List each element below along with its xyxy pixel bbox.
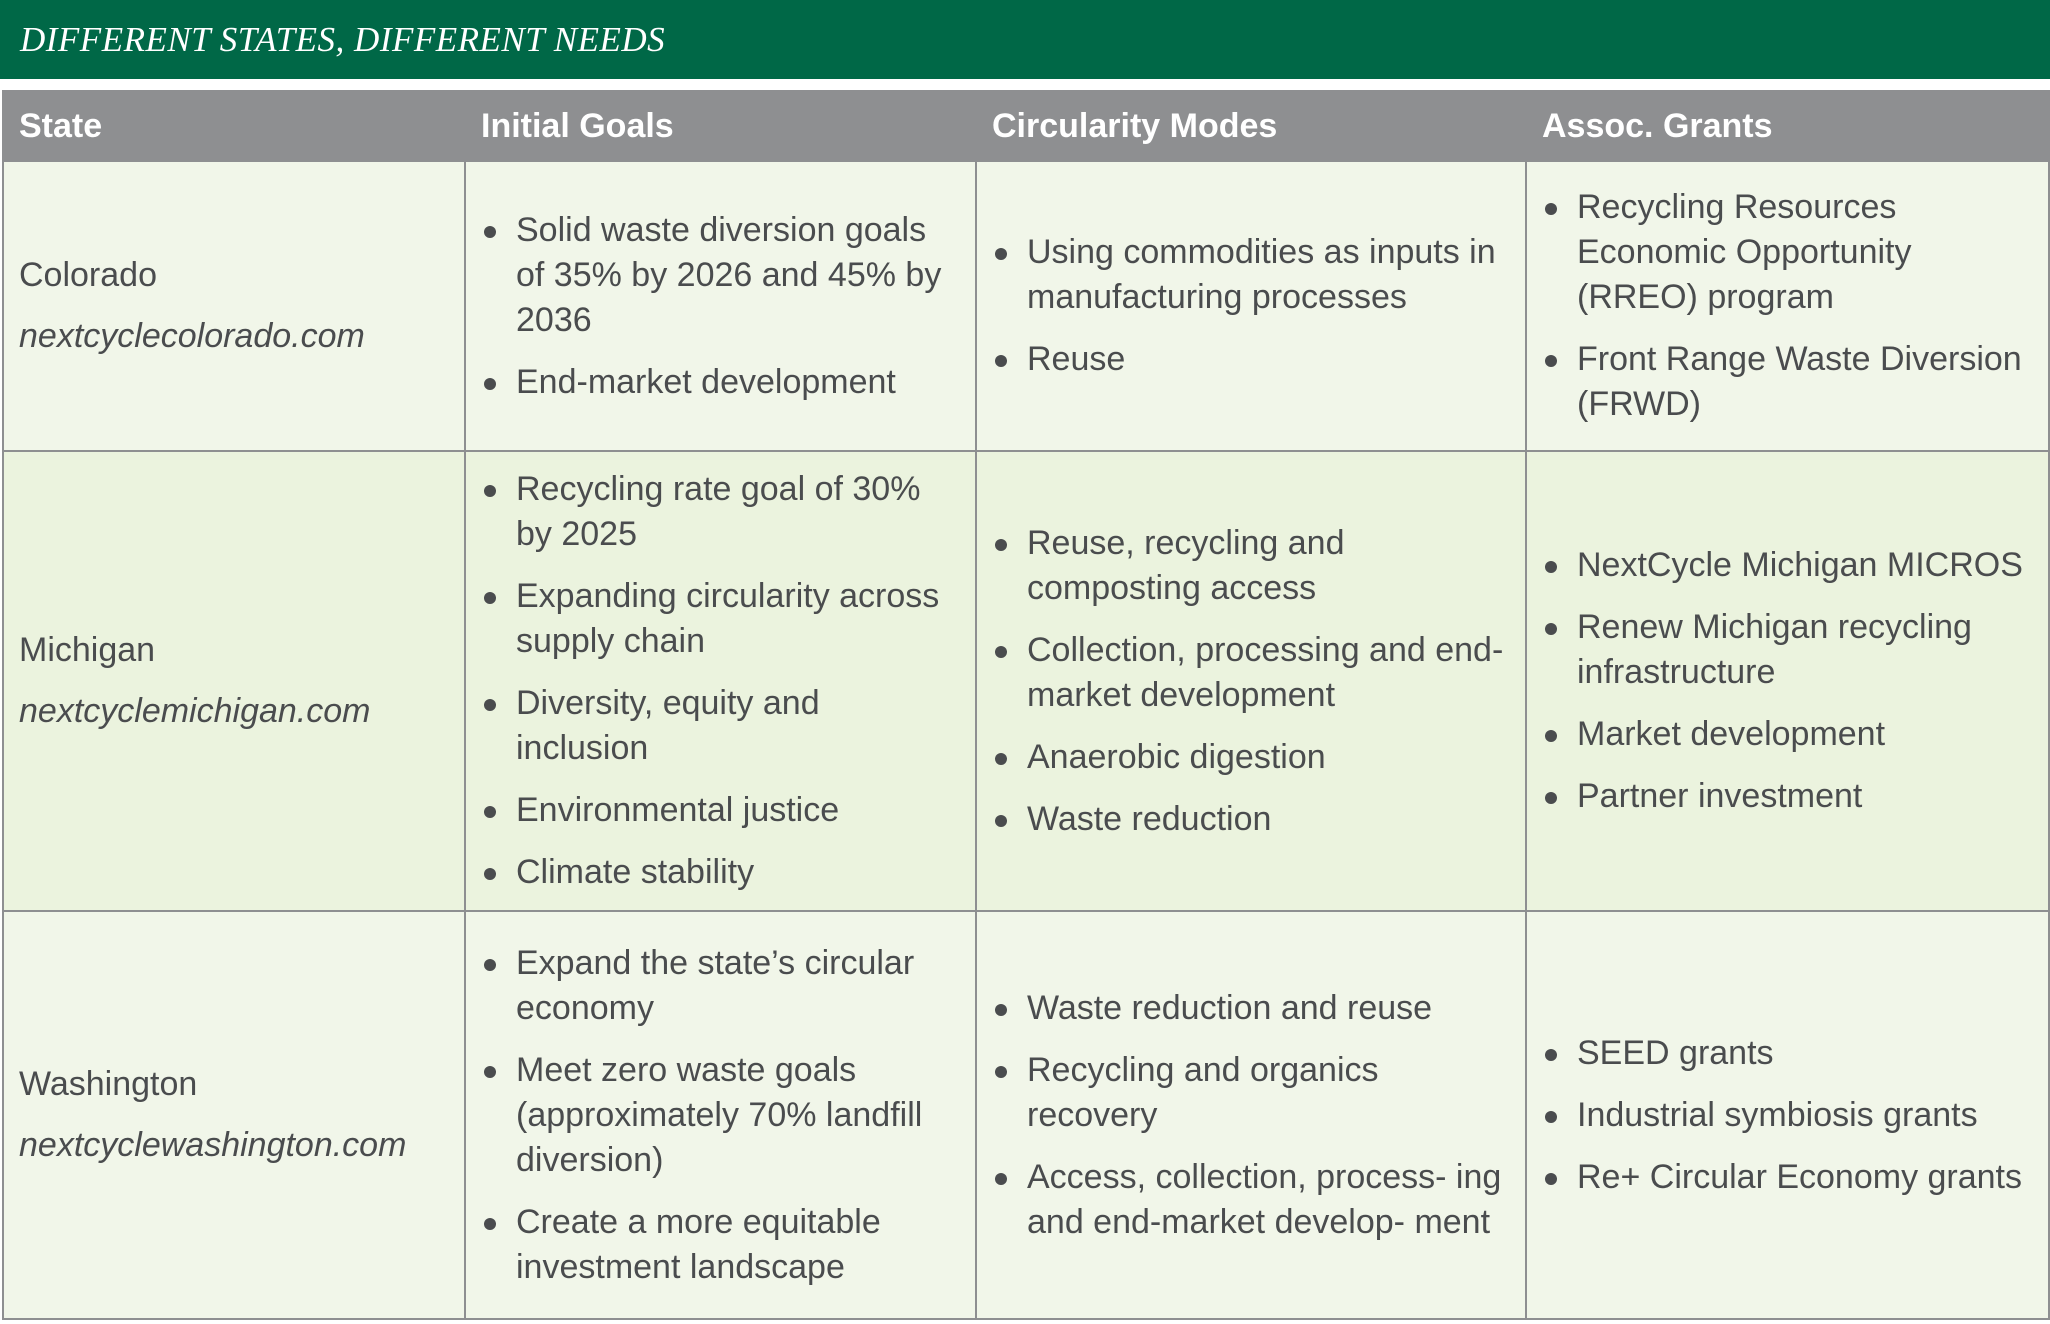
bullet-icon — [484, 1066, 496, 1078]
list-item — [1542, 605, 2033, 695]
goal-item: Solid waste diversion goals of 35% by 2026 and 45% by 2036 — [516, 210, 942, 339]
list-item — [992, 628, 1510, 718]
list-item — [481, 467, 960, 557]
assoc-grants-cell — [1526, 451, 2049, 911]
bullet-icon — [1545, 203, 1557, 215]
bullet-icon — [484, 699, 496, 711]
assoc-grants-cell — [1526, 911, 2049, 1319]
bullet-list — [1542, 1031, 2033, 1200]
bullet-icon — [995, 815, 1007, 827]
list-item — [481, 788, 960, 833]
circularity-modes-cell — [976, 911, 1526, 1319]
mode-item: Reuse, recycling and composting access — [1027, 523, 1345, 607]
bullet-icon — [484, 592, 496, 604]
table-row — [3, 911, 2049, 1319]
banner-title: DIFFERENT STATES, DIFFERENT NEEDS — [20, 19, 666, 59]
grant-item: Industrial symbiosis grants — [1577, 1095, 1978, 1134]
bullet-icon — [1545, 561, 1557, 573]
list-item — [1542, 774, 2033, 819]
list-item — [992, 1048, 1510, 1138]
bullet-icon — [1545, 1111, 1557, 1123]
grant-item: Market development — [1577, 715, 1886, 753]
circularity-modes-cell — [976, 161, 1526, 451]
table-row — [3, 161, 2049, 451]
mode-item: Using commodities as inputs in manufacturing processes — [1027, 233, 1496, 316]
list-item — [1542, 1155, 2033, 1200]
goal-item: Environmental justice — [516, 791, 840, 829]
mode-item: Waste reduction — [1027, 799, 1272, 838]
list-item — [992, 521, 1510, 611]
bullet-icon — [1545, 623, 1557, 635]
list-item — [992, 797, 1510, 842]
grant-item: NextCycle Michigan MICROS — [1577, 546, 2023, 584]
bullet-icon — [484, 378, 496, 390]
mode-item: Anaerobic digestion — [1027, 737, 1326, 776]
header-initial-goals: Initial Goals — [465, 91, 976, 161]
mode-item: Recycling and organics recovery — [1027, 1050, 1379, 1134]
bullet-icon — [1545, 792, 1557, 804]
initial-goals-cell — [465, 911, 976, 1319]
state-cell — [3, 451, 465, 911]
goal-item: Climate stability — [516, 853, 755, 891]
list-item — [1542, 543, 2033, 588]
grant-item: Renew Michigan recycling infrastructure — [1577, 608, 1972, 691]
list-item — [1542, 712, 2033, 757]
goal-item: Expanding circularity across supply chain — [516, 577, 940, 660]
list-item — [481, 941, 960, 1031]
initial-goals-cell — [465, 451, 976, 911]
list-item — [481, 1200, 960, 1290]
goal-item: Expand the state’s circular economy — [516, 943, 915, 1027]
bullet-icon — [995, 355, 1007, 367]
grant-item: Front Range Waste Diversion (FRWD) — [1577, 340, 2022, 423]
header-assoc-grants: Assoc. Grants — [1526, 91, 2049, 161]
list-item — [1542, 337, 2033, 427]
bullet-icon — [484, 806, 496, 818]
section-banner — [0, 0, 2050, 79]
list-item — [1542, 1031, 2033, 1076]
bullet-icon — [484, 1218, 496, 1230]
list-item — [992, 230, 1510, 320]
circularity-modes-cell — [976, 451, 1526, 911]
bullet-icon — [484, 868, 496, 880]
bullet-icon — [995, 1004, 1007, 1016]
bullet-icon — [484, 226, 496, 238]
list-item — [481, 360, 960, 405]
mode-item: Reuse — [1027, 340, 1126, 378]
state-website: nextcyclecolorado.com — [19, 317, 365, 355]
mode-item: Access, collection, process- ing and end-market develop- ment — [1027, 1157, 1502, 1241]
state-comparison-table — [2, 90, 2050, 1320]
assoc-grants-cell — [1526, 161, 2049, 451]
goal-item: Recycling rate goal of 30% by 2025 — [516, 470, 921, 553]
state-website: nextcyclemichigan.com — [19, 692, 371, 730]
state-cell — [3, 911, 465, 1319]
bullet-list — [1542, 185, 2033, 427]
list-item — [481, 681, 960, 771]
state-name: Colorado — [19, 256, 157, 294]
bullet-list — [481, 208, 960, 405]
list-item — [481, 850, 960, 895]
list-item — [481, 1048, 960, 1183]
state-name: Michigan — [19, 631, 156, 669]
grant-item: Recycling Resources Economic Opportunity (RREO) program — [1577, 188, 1912, 316]
state-cell — [3, 161, 465, 451]
bullet-icon — [1545, 355, 1557, 367]
bullet-list — [481, 467, 960, 895]
bullet-icon — [484, 485, 496, 497]
bullet-icon — [484, 959, 496, 971]
bullet-icon — [995, 646, 1007, 658]
goal-item: End-market development — [516, 362, 896, 401]
initial-goals-cell — [465, 161, 976, 451]
bullet-icon — [995, 1066, 1007, 1078]
bullet-list — [1542, 543, 2033, 819]
bullet-icon — [995, 248, 1007, 260]
mode-item: Waste reduction and reuse — [1027, 988, 1433, 1027]
table-header-row — [3, 91, 2049, 161]
mode-item: Collection, processing and end-market development — [1027, 630, 1504, 714]
bullet-icon — [995, 753, 1007, 765]
bullet-icon — [995, 539, 1007, 551]
list-item — [1542, 185, 2033, 320]
bullet-icon — [995, 1173, 1007, 1185]
list-item — [481, 574, 960, 664]
bullet-list — [992, 521, 1510, 842]
goal-item: Create a more equitable investment landscape — [516, 1202, 881, 1286]
list-item — [992, 986, 1510, 1031]
bullet-list — [992, 230, 1510, 382]
list-item — [992, 1155, 1510, 1245]
bullet-icon — [1545, 730, 1557, 742]
state-website: nextcyclewashington.com — [19, 1126, 407, 1164]
list-item — [992, 735, 1510, 780]
list-item — [481, 208, 960, 343]
state-name: Washington — [19, 1065, 198, 1103]
list-item — [992, 337, 1510, 382]
goal-item: Meet zero waste goals (approximately 70% landfill diversion) — [516, 1050, 923, 1179]
bullet-list — [992, 986, 1510, 1245]
bullet-icon — [1545, 1049, 1557, 1061]
grant-item: Re+ Circular Economy grants — [1577, 1157, 2023, 1196]
header-circularity-modes: Circularity Modes — [976, 91, 1526, 161]
table-row — [3, 451, 2049, 911]
list-item — [1542, 1093, 2033, 1138]
grant-item: Partner investment — [1577, 777, 1863, 815]
grant-item: SEED grants — [1577, 1033, 1774, 1072]
goal-item: Diversity, equity and inclusion — [516, 684, 820, 767]
header-state: State — [3, 91, 465, 161]
bullet-list — [481, 941, 960, 1290]
bullet-icon — [1545, 1173, 1557, 1185]
